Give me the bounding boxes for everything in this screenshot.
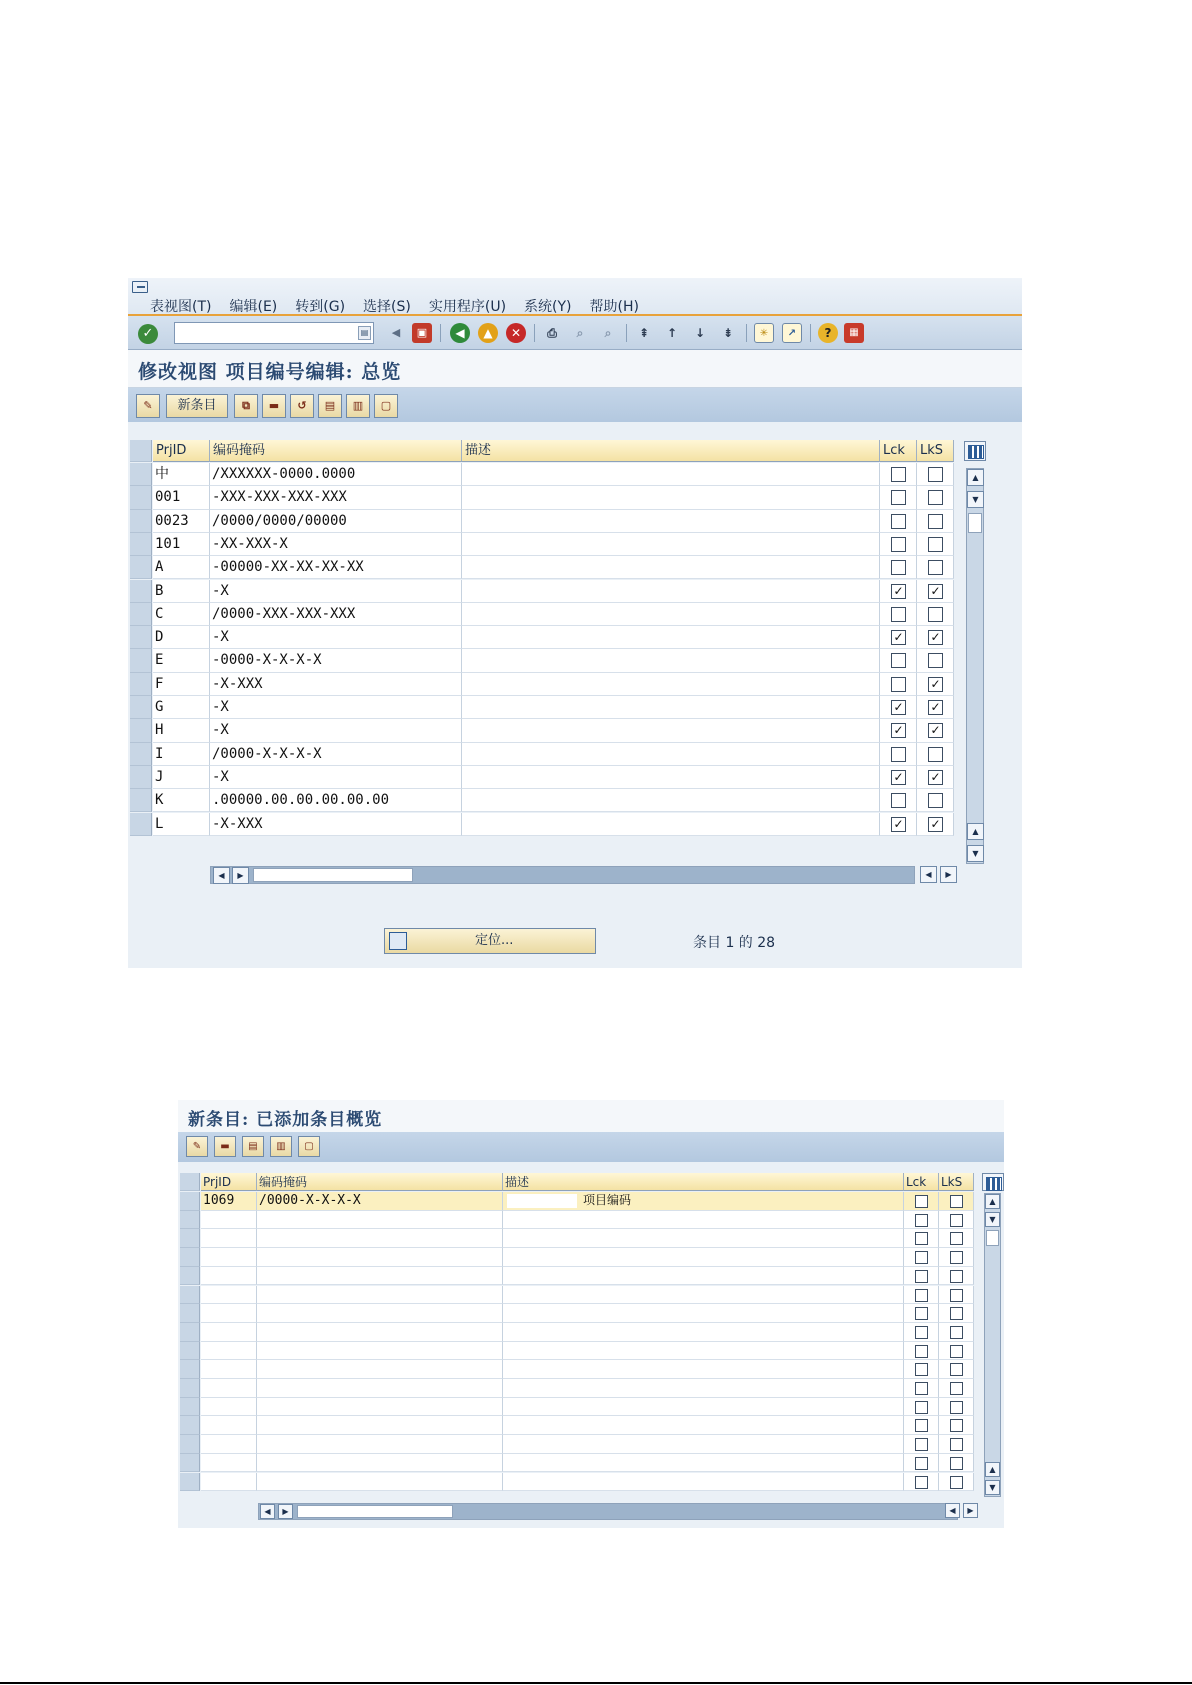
- row-selector[interactable]: [180, 1192, 200, 1211]
- lks-checkbox[interactable]: [950, 1195, 963, 1208]
- cell-mask[interactable]: -X: [210, 719, 462, 742]
- cell-prjid[interactable]: G: [153, 696, 210, 719]
- lck-checkbox[interactable]: [891, 514, 906, 529]
- toolbar-separator: [810, 324, 811, 342]
- row-selector[interactable]: [130, 556, 152, 579]
- lck-checkbox[interactable]: ✓: [891, 584, 906, 599]
- row-selector[interactable]: [130, 813, 152, 836]
- menu-item[interactable]: 帮助(H): [589, 299, 639, 315]
- cell-description[interactable]: [462, 533, 880, 556]
- lck-checkbox[interactable]: [915, 1232, 928, 1245]
- toolbar-separator: [746, 324, 747, 342]
- toolbar-separator: [626, 324, 627, 342]
- cell-mask[interactable]: [257, 1248, 503, 1267]
- page-bottom-rule: [0, 1682, 1192, 1684]
- cell-mask[interactable]: /0000-X-X-X-X: [210, 743, 462, 766]
- lck-checkbox[interactable]: ✓: [891, 817, 906, 832]
- scroll-down-icon[interactable]: ▼: [985, 1480, 1000, 1495]
- row-selector[interactable]: [180, 1342, 200, 1361]
- lks-checkbox[interactable]: ✓: [928, 677, 943, 692]
- cell-prjid[interactable]: D: [153, 626, 210, 649]
- cell-prjid[interactable]: [201, 1435, 257, 1454]
- select-block-icon[interactable]: ▥: [270, 1136, 292, 1157]
- cell-prjid[interactable]: [201, 1267, 257, 1286]
- row-selector[interactable]: [180, 1360, 200, 1379]
- lks-checkbox[interactable]: [950, 1307, 963, 1320]
- row-selector[interactable]: [130, 696, 152, 719]
- column-header-lck[interactable]: Lck: [904, 1173, 939, 1191]
- cell-mask[interactable]: -X: [210, 696, 462, 719]
- menu-item[interactable]: 选择(S): [363, 299, 411, 315]
- cell-prjid[interactable]: E: [153, 649, 210, 672]
- cell-prjid[interactable]: 001: [153, 486, 210, 509]
- cell-description[interactable]: [462, 603, 880, 626]
- lks-checkbox[interactable]: [950, 1457, 963, 1470]
- help-icon[interactable]: ?: [818, 323, 838, 343]
- lck-checkbox[interactable]: [915, 1382, 928, 1395]
- row-selector[interactable]: [180, 1454, 200, 1473]
- title-bar: [178, 1100, 1004, 1132]
- cell-mask[interactable]: /0000-X-X-X-X: [257, 1192, 503, 1211]
- lks-checkbox[interactable]: [950, 1270, 963, 1283]
- cell-description[interactable]: [462, 463, 880, 486]
- cell-prjid[interactable]: [201, 1304, 257, 1323]
- toolbar-separator: [534, 324, 535, 342]
- cell-prjid[interactable]: [201, 1360, 257, 1379]
- lck-checkbox[interactable]: [915, 1363, 928, 1376]
- cell-prjid[interactable]: [201, 1211, 257, 1230]
- lck-checkbox[interactable]: [915, 1457, 928, 1470]
- lck-checkbox[interactable]: [915, 1401, 928, 1414]
- cell-prjid[interactable]: [201, 1454, 257, 1473]
- layout-menu-icon[interactable]: ▦: [844, 323, 864, 343]
- lks-checkbox[interactable]: [950, 1251, 963, 1264]
- lck-checkbox[interactable]: [915, 1438, 928, 1451]
- cell-mask[interactable]: [257, 1473, 503, 1492]
- select-block-icon[interactable]: ▥: [346, 394, 370, 418]
- row-selector[interactable]: [130, 486, 152, 509]
- lck-checkbox[interactable]: [915, 1289, 928, 1302]
- lks-checkbox[interactable]: [950, 1419, 963, 1432]
- cell-mask[interactable]: -XXX-XXX-XXX-XXX: [210, 486, 462, 509]
- select-all-icon[interactable]: ▤: [242, 1136, 264, 1157]
- row-selector[interactable]: [130, 533, 152, 556]
- cell-mask[interactable]: -X: [210, 626, 462, 649]
- shortcut-icon[interactable]: ↗: [782, 323, 802, 343]
- cell-description[interactable]: [462, 626, 880, 649]
- cell-mask[interactable]: [257, 1379, 503, 1398]
- cell-description[interactable]: [503, 1267, 904, 1286]
- lks-checkbox[interactable]: [950, 1476, 963, 1489]
- lks-checkbox[interactable]: [950, 1363, 963, 1376]
- cell-prjid[interactable]: [201, 1323, 257, 1342]
- column-header-description[interactable]: 描述: [503, 1173, 904, 1191]
- row-selector[interactable]: [180, 1229, 200, 1248]
- row-selector[interactable]: [130, 580, 152, 603]
- cell-prjid[interactable]: B: [153, 580, 210, 603]
- cell-mask[interactable]: /XXXXXX-0000.0000: [210, 463, 462, 486]
- column-header-mask[interactable]: 编码掩码: [210, 440, 462, 462]
- scroll-thumb[interactable]: [253, 868, 413, 882]
- delete-icon[interactable]: ▬: [262, 394, 286, 418]
- cell-description[interactable]: [503, 1342, 904, 1361]
- scroll-thumb[interactable]: [986, 1230, 999, 1246]
- cell-prjid[interactable]: J: [153, 766, 210, 789]
- row-selector[interactable]: [180, 1211, 200, 1230]
- lks-checkbox[interactable]: [928, 467, 943, 482]
- cell-prjid[interactable]: [201, 1398, 257, 1417]
- row-selector[interactable]: [180, 1267, 200, 1286]
- scroll-page-down-icon[interactable]: ▼: [985, 1212, 1000, 1227]
- cell-description[interactable]: [503, 1211, 904, 1230]
- lck-checkbox[interactable]: [891, 607, 906, 622]
- cell-mask[interactable]: [257, 1267, 503, 1286]
- cell-prjid[interactable]: K: [153, 789, 210, 812]
- scroll-right-icon[interactable]: ▶: [940, 866, 957, 883]
- cell-description[interactable]: [503, 1360, 904, 1379]
- row-selector[interactable]: [130, 463, 152, 486]
- lks-checkbox[interactable]: [950, 1214, 963, 1227]
- table-settings-icon[interactable]: [964, 441, 986, 461]
- last-page-icon[interactable]: ⇟: [722, 326, 734, 340]
- row-selector[interactable]: [180, 1323, 200, 1342]
- cell-mask[interactable]: [257, 1435, 503, 1454]
- cell-description[interactable]: [462, 673, 880, 696]
- change-display-icon[interactable]: ✎: [186, 1136, 208, 1157]
- create-session-icon[interactable]: ✳: [754, 323, 774, 343]
- lks-checkbox[interactable]: ✓: [928, 770, 943, 785]
- scroll-up-icon[interactable]: ▲: [967, 469, 984, 486]
- menu-item[interactable]: 实用程序(U): [428, 299, 507, 315]
- scroll-page-down-icon[interactable]: ▼: [967, 491, 984, 508]
- cell-prjid[interactable]: 101: [153, 533, 210, 556]
- cell-prjid[interactable]: C: [153, 603, 210, 626]
- lks-checkbox[interactable]: [950, 1232, 963, 1245]
- lck-checkbox[interactable]: ✓: [891, 723, 906, 738]
- cell-mask[interactable]: -00000-XX-XX-XX-XX: [210, 556, 462, 579]
- row-selector[interactable]: [180, 1473, 200, 1492]
- cell-description[interactable]: [462, 580, 880, 603]
- cell-prjid[interactable]: [201, 1379, 257, 1398]
- row-selector[interactable]: [130, 766, 152, 789]
- row-selector[interactable]: [130, 743, 152, 766]
- lks-checkbox[interactable]: [950, 1382, 963, 1395]
- cell-mask[interactable]: -0000-X-X-X-X: [210, 649, 462, 672]
- lks-checkbox[interactable]: [950, 1345, 963, 1358]
- row-selector[interactable]: [130, 789, 152, 812]
- lck-checkbox[interactable]: [891, 653, 906, 668]
- menu-item[interactable]: 系统(Y): [524, 299, 572, 315]
- cell-prjid[interactable]: [201, 1416, 257, 1435]
- column-header-lks[interactable]: LkS: [939, 1173, 974, 1191]
- application-toolbar: [128, 388, 1022, 422]
- scroll-left-icon[interactable]: ◀: [213, 867, 230, 884]
- row-selector[interactable]: [180, 1435, 200, 1454]
- cell-prjid[interactable]: 1069: [201, 1192, 257, 1211]
- print-icon[interactable]: ⎙: [547, 326, 557, 340]
- deselect-all-icon[interactable]: ▢: [374, 394, 398, 418]
- cell-mask[interactable]: [257, 1229, 503, 1248]
- select-all-icon[interactable]: ▤: [318, 394, 342, 418]
- lck-checkbox[interactable]: ✓: [891, 700, 906, 715]
- lks-checkbox[interactable]: ✓: [928, 584, 943, 599]
- entry-count: 条目 1 的 28: [693, 935, 776, 951]
- lks-checkbox[interactable]: [928, 537, 943, 552]
- cell-description[interactable]: [503, 1454, 904, 1473]
- scroll-thumb[interactable]: [297, 1505, 453, 1518]
- sap-new-entries-window: [178, 1100, 1004, 1528]
- description-input-blank: [507, 1194, 577, 1208]
- lks-checkbox[interactable]: [950, 1401, 963, 1414]
- cell-description[interactable]: [503, 1286, 904, 1305]
- lks-checkbox[interactable]: [928, 793, 943, 808]
- lks-checkbox[interactable]: [928, 747, 943, 762]
- exit-icon[interactable]: ▲: [478, 323, 498, 343]
- cell-description[interactable]: [462, 556, 880, 579]
- back-arrow-icon[interactable]: ◀: [391, 326, 401, 339]
- cell-prjid[interactable]: [201, 1473, 257, 1492]
- lck-checkbox[interactable]: [891, 793, 906, 808]
- cell-description[interactable]: [503, 1435, 904, 1454]
- scroll-left-icon[interactable]: ◀: [945, 1503, 960, 1518]
- lck-checkbox[interactable]: [915, 1214, 928, 1227]
- column-header-lks[interactable]: LkS: [917, 440, 954, 462]
- cell-prjid[interactable]: [201, 1248, 257, 1267]
- cell-description[interactable]: [462, 813, 880, 836]
- save-icon[interactable]: ▣: [412, 323, 432, 343]
- lck-checkbox[interactable]: [891, 490, 906, 505]
- cell-description[interactable]: [462, 719, 880, 742]
- lck-checkbox[interactable]: [891, 560, 906, 575]
- menu-bar: [128, 278, 1022, 316]
- cell-prjid[interactable]: [201, 1229, 257, 1248]
- cell-mask[interactable]: -X-XXX: [210, 673, 462, 696]
- application-toolbar: [178, 1132, 1004, 1162]
- row-selector[interactable]: [130, 719, 152, 742]
- select-all-cell[interactable]: [180, 1173, 200, 1191]
- row-selector[interactable]: [130, 626, 152, 649]
- row-selector[interactable]: [180, 1304, 200, 1323]
- lck-checkbox[interactable]: [915, 1307, 928, 1320]
- page-title: 新条目: 已添加条目概览: [188, 1110, 383, 1130]
- scroll-right-icon[interactable]: ▶: [963, 1503, 978, 1518]
- copy-icon[interactable]: ⧉: [234, 394, 258, 418]
- back-icon[interactable]: ◀: [450, 323, 470, 343]
- lck-checkbox[interactable]: [891, 747, 906, 762]
- first-page-icon[interactable]: ⇞: [638, 326, 650, 340]
- scroll-down-icon[interactable]: ▼: [967, 845, 984, 862]
- scroll-page-up-icon[interactable]: ▲: [967, 823, 984, 840]
- lck-checkbox[interactable]: [891, 537, 906, 552]
- find-next-icon[interactable]: ⌕: [604, 326, 612, 340]
- cell-mask[interactable]: [257, 1304, 503, 1323]
- position-button-label: 定位...: [475, 933, 514, 948]
- cell-prjid[interactable]: [201, 1342, 257, 1361]
- vertical-scrollbar[interactable]: [966, 468, 984, 864]
- delete-icon[interactable]: ▬: [214, 1136, 236, 1157]
- scroll-thumb[interactable]: [968, 513, 982, 533]
- position-icon: [389, 932, 407, 950]
- cell-prjid[interactable]: H: [153, 719, 210, 742]
- cell-description[interactable]: [503, 1229, 904, 1248]
- lks-checkbox[interactable]: [950, 1438, 963, 1451]
- horizontal-scrollbar-mask[interactable]: [210, 866, 915, 884]
- lks-checkbox[interactable]: [950, 1326, 963, 1339]
- command-history-dropdown-icon[interactable]: ▤: [358, 326, 371, 340]
- sap-maintain-view-window: [128, 278, 1022, 968]
- menu-item[interactable]: 表视图(T): [150, 299, 212, 315]
- row-selector[interactable]: [180, 1248, 200, 1267]
- lck-checkbox[interactable]: [891, 677, 906, 692]
- cell-description[interactable]: [462, 696, 880, 719]
- cell-description[interactable]: [503, 1248, 904, 1267]
- cell-description[interactable]: [503, 1416, 904, 1435]
- toolbar-separator: [440, 324, 441, 342]
- cell-mask[interactable]: [257, 1323, 503, 1342]
- cell-mask[interactable]: [257, 1398, 503, 1417]
- lks-checkbox[interactable]: [928, 514, 943, 529]
- cell-mask[interactable]: -X-XXX: [210, 813, 462, 836]
- lck-checkbox[interactable]: [891, 467, 906, 482]
- horizontal-scrollbar-mask[interactable]: [258, 1503, 958, 1520]
- column-header-prjid[interactable]: PrjID: [201, 1173, 257, 1191]
- lck-checkbox[interactable]: [915, 1419, 928, 1432]
- cell-prjid[interactable]: [201, 1286, 257, 1305]
- lck-checkbox[interactable]: ✓: [891, 770, 906, 785]
- cell-mask[interactable]: [257, 1416, 503, 1435]
- scroll-left-icon[interactable]: ◀: [260, 1504, 275, 1519]
- column-header-mask[interactable]: 编码掩码: [257, 1173, 503, 1191]
- lks-checkbox[interactable]: ✓: [928, 630, 943, 645]
- row-selector[interactable]: [180, 1416, 200, 1435]
- cancel-icon[interactable]: ✕: [506, 323, 526, 343]
- lks-checkbox[interactable]: [928, 653, 943, 668]
- menu-items: [150, 296, 639, 316]
- cell-description[interactable]: [462, 486, 880, 509]
- lck-checkbox[interactable]: [915, 1270, 928, 1283]
- row-selector[interactable]: [180, 1379, 200, 1398]
- cell-mask[interactable]: .00000.00.00.00.00.00: [210, 789, 462, 812]
- menu-item[interactable]: 转到(G): [295, 299, 346, 315]
- scroll-page-up-icon[interactable]: ▲: [985, 1462, 1000, 1477]
- cell-mask[interactable]: -XX-XXX-X: [210, 533, 462, 556]
- row-selector[interactable]: [180, 1398, 200, 1417]
- new-entries-button[interactable]: 新条目: [166, 394, 228, 418]
- cell-description[interactable]: [462, 743, 880, 766]
- lks-checkbox[interactable]: ✓: [928, 723, 943, 738]
- system-toolbar: [128, 316, 1022, 350]
- lks-checkbox[interactable]: [950, 1289, 963, 1302]
- cell-prjid[interactable]: 0023: [153, 510, 210, 533]
- cell-mask[interactable]: [257, 1360, 503, 1379]
- cell-mask[interactable]: [257, 1342, 503, 1361]
- cell-mask[interactable]: /0000-XXX-XXX-XXX: [210, 603, 462, 626]
- column-header-prjid[interactable]: PrjID: [153, 440, 210, 462]
- description-text: 项目编码: [583, 1193, 632, 1207]
- cell-description[interactable]: [462, 766, 880, 789]
- scroll-left-icon[interactable]: ◀: [920, 866, 937, 883]
- lks-checkbox[interactable]: [928, 560, 943, 575]
- enter-check-icon[interactable]: ✓: [138, 324, 158, 344]
- undo-change-icon[interactable]: ↺: [290, 394, 314, 418]
- cell-prjid[interactable]: I: [153, 743, 210, 766]
- system-menu-icon[interactable]: [132, 281, 148, 293]
- cell-description[interactable]: [462, 510, 880, 533]
- row-selector[interactable]: [130, 673, 152, 696]
- cell-description[interactable]: [503, 1379, 904, 1398]
- lck-checkbox[interactable]: [915, 1251, 928, 1264]
- change-display-icon[interactable]: ✎: [136, 394, 160, 418]
- lks-checkbox[interactable]: [928, 607, 943, 622]
- cell-mask[interactable]: [257, 1211, 503, 1230]
- column-header-description[interactable]: 描述: [462, 440, 880, 462]
- previous-page-icon[interactable]: ↑: [666, 326, 678, 340]
- lck-checkbox[interactable]: [915, 1326, 928, 1339]
- cell-mask[interactable]: /0000/0000/00000: [210, 510, 462, 533]
- lck-checkbox[interactable]: [915, 1345, 928, 1358]
- row-selector[interactable]: [130, 649, 152, 672]
- cell-description[interactable]: [503, 1192, 904, 1211]
- cell-mask[interactable]: [257, 1286, 503, 1305]
- lck-checkbox[interactable]: ✓: [891, 630, 906, 645]
- menu-item[interactable]: 编辑(E): [229, 299, 278, 315]
- cell-description[interactable]: [462, 649, 880, 672]
- column-header-lck[interactable]: Lck: [880, 440, 917, 462]
- cell-mask[interactable]: -X: [210, 766, 462, 789]
- cell-description[interactable]: [462, 789, 880, 812]
- cell-mask[interactable]: [257, 1454, 503, 1473]
- cell-prjid[interactable]: F: [153, 673, 210, 696]
- cell-description[interactable]: [503, 1473, 904, 1492]
- lks-checkbox[interactable]: ✓: [928, 817, 943, 832]
- row-selector[interactable]: [180, 1286, 200, 1305]
- cell-description[interactable]: [503, 1304, 904, 1323]
- cell-mask[interactable]: -X: [210, 580, 462, 603]
- command-field[interactable]: [174, 322, 374, 344]
- table-settings-icon[interactable]: [982, 1173, 1004, 1191]
- select-all-cell[interactable]: [130, 440, 152, 462]
- title-bar: [128, 350, 1022, 388]
- vertical-scrollbar[interactable]: [984, 1193, 1001, 1497]
- cell-prjid[interactable]: L: [153, 813, 210, 836]
- cell-description[interactable]: [503, 1398, 904, 1417]
- cell-prjid[interactable]: 中: [153, 463, 210, 486]
- page-title: 修改视图 项目编号编辑: 总览: [138, 361, 402, 383]
- lks-checkbox[interactable]: ✓: [928, 700, 943, 715]
- scroll-right-icon[interactable]: ▶: [278, 1504, 293, 1519]
- cell-prjid[interactable]: A: [153, 556, 210, 579]
- deselect-all-icon[interactable]: ▢: [298, 1136, 320, 1157]
- lck-checkbox[interactable]: [915, 1195, 928, 1208]
- cell-description[interactable]: [503, 1323, 904, 1342]
- lks-checkbox[interactable]: [928, 490, 943, 505]
- position-button[interactable]: [384, 928, 596, 954]
- lck-checkbox[interactable]: [915, 1476, 928, 1489]
- row-selector[interactable]: [130, 510, 152, 533]
- scroll-up-icon[interactable]: ▲: [985, 1194, 1000, 1209]
- next-page-icon[interactable]: ↓: [694, 326, 706, 340]
- scroll-right-icon[interactable]: ▶: [232, 867, 249, 884]
- find-icon[interactable]: ⌕: [576, 326, 584, 340]
- row-selector[interactable]: [130, 603, 152, 626]
